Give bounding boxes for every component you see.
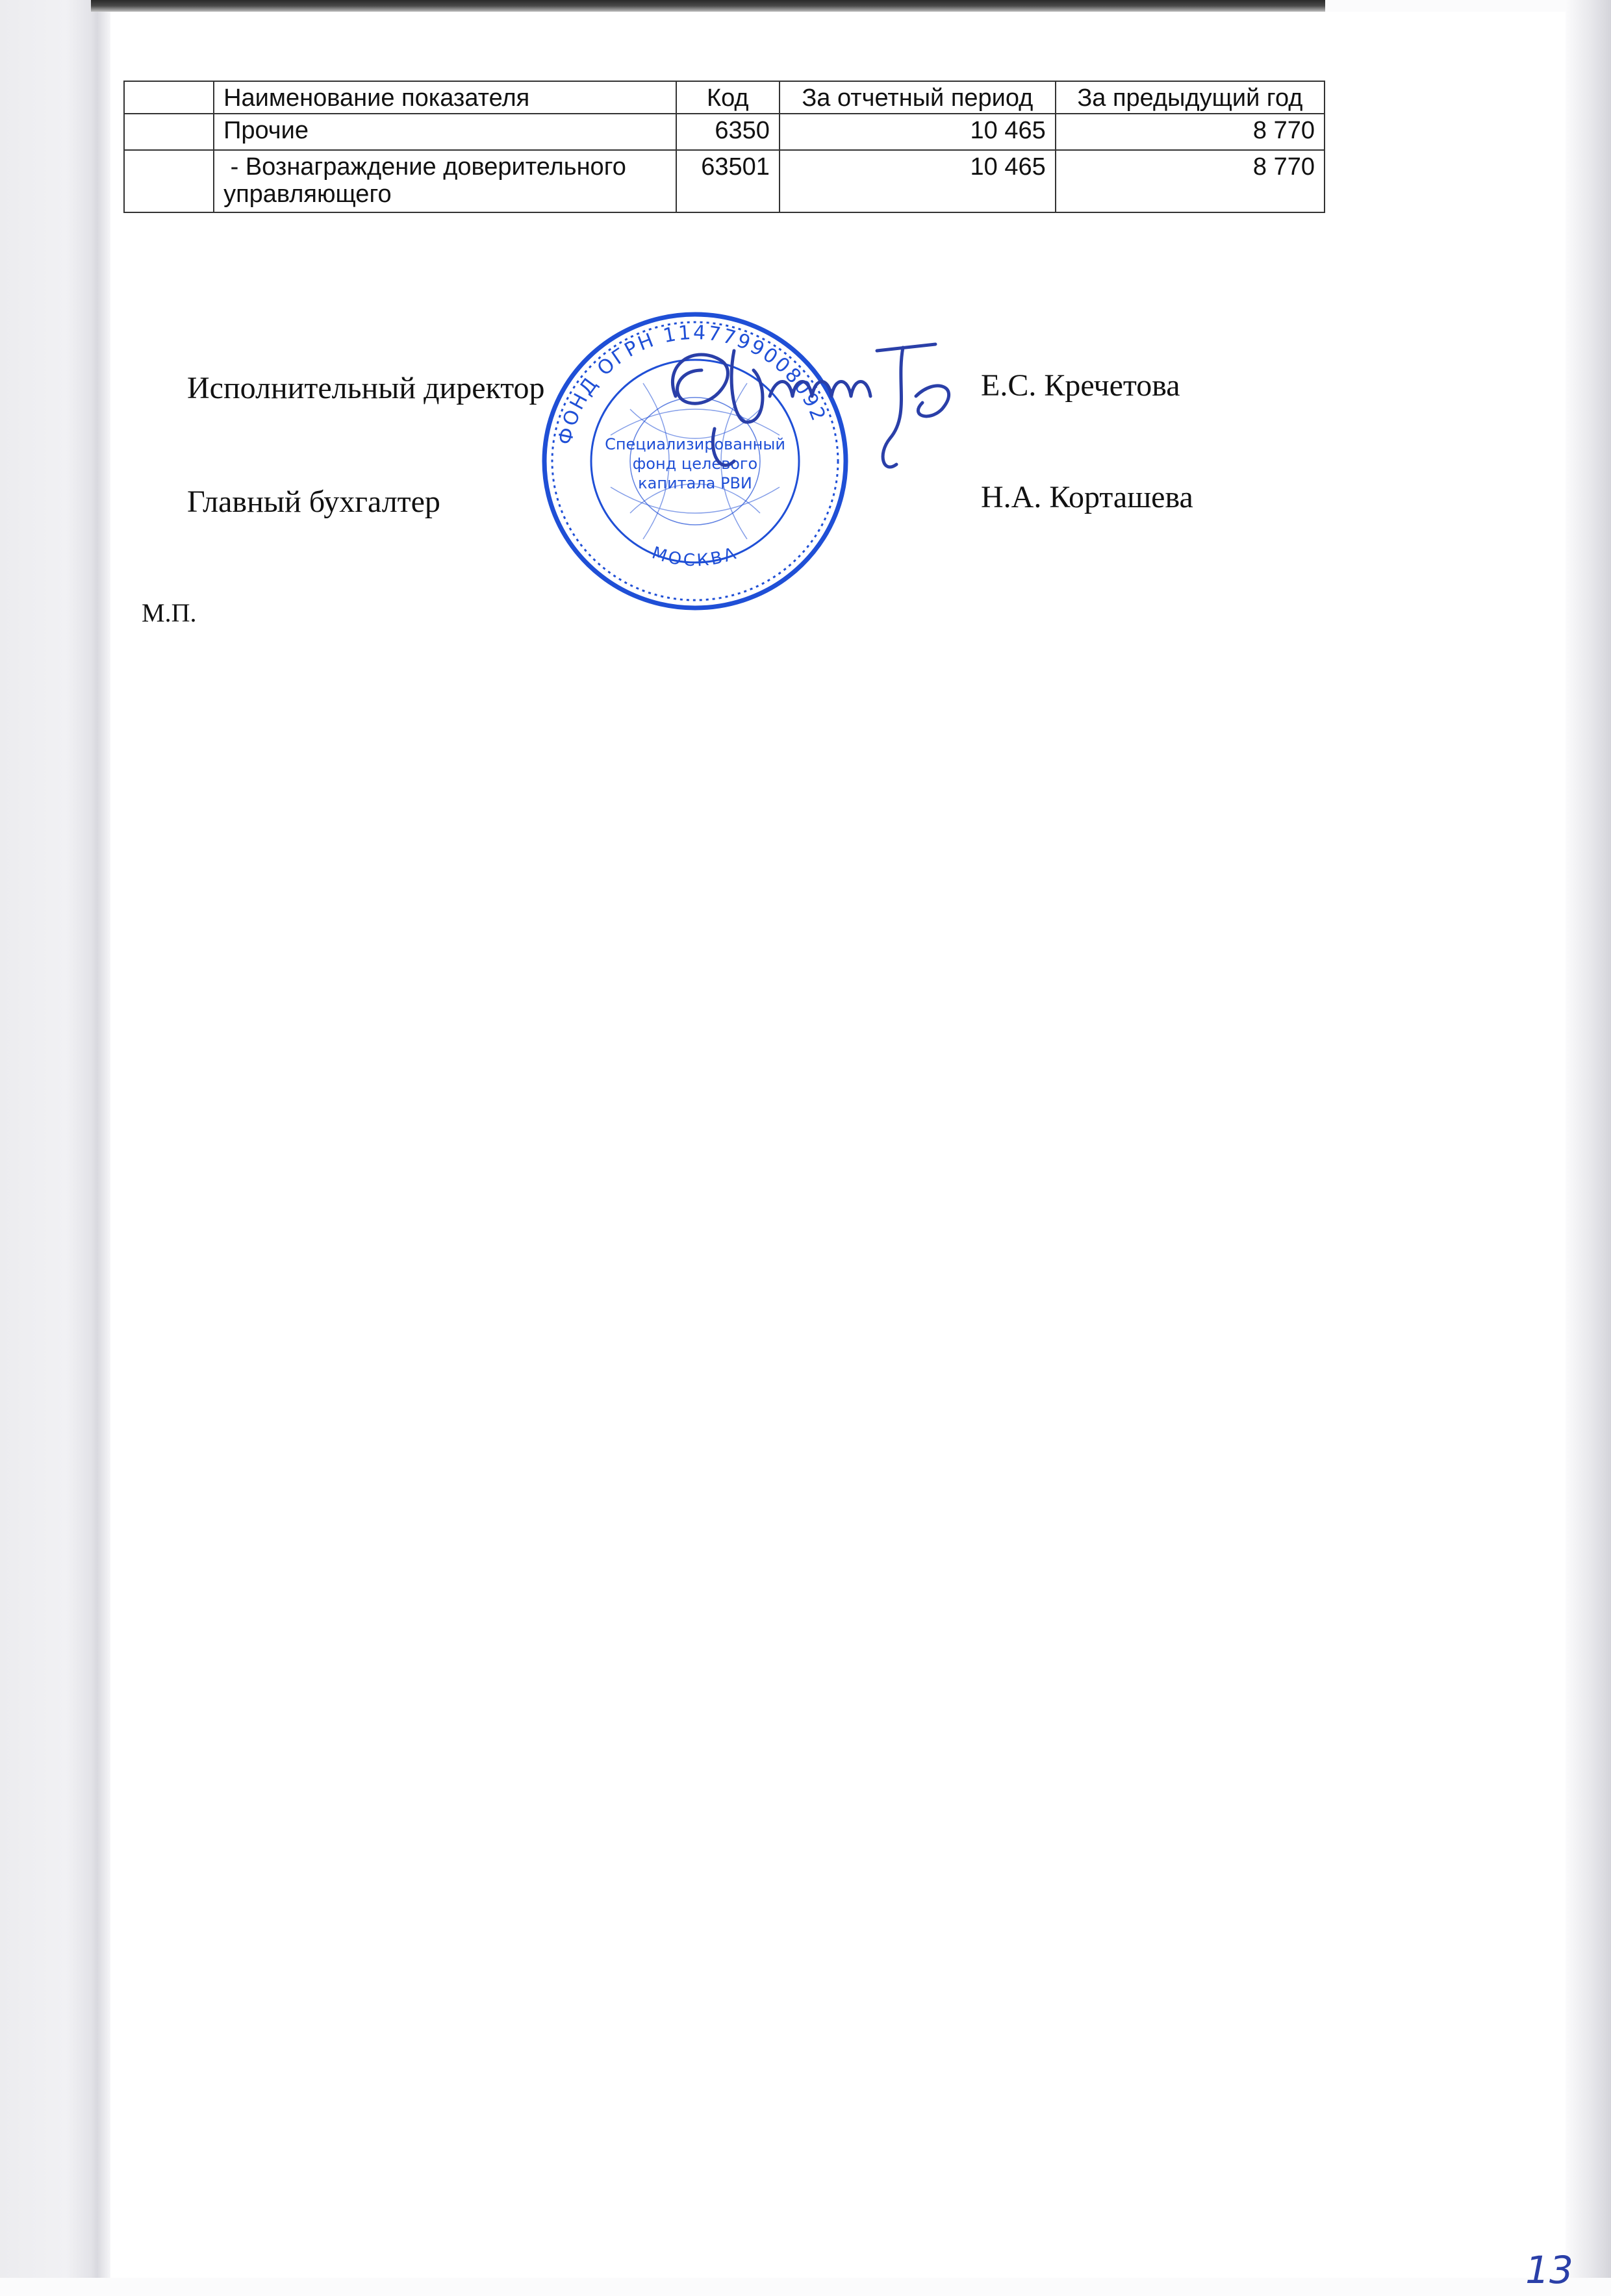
seal-place-label: М.П. [142, 598, 197, 627]
indicator-table [123, 81, 1325, 213]
row-current-value: 10 465 [780, 114, 1056, 150]
row-code: 6350 [676, 114, 780, 150]
table-header-blank-cell [124, 81, 214, 114]
table-header-current: За отчетный период [780, 81, 1056, 114]
table-row [124, 114, 1325, 150]
row-code: 63501 [676, 150, 780, 212]
table-blank-cell [124, 150, 214, 212]
stamp-center-line-3: капитала РВИ [638, 474, 752, 492]
row-previous-value: 8 770 [1056, 150, 1325, 212]
table-row [124, 150, 1325, 212]
stamp-center-line-1: Специализированный [605, 435, 785, 453]
svg-text:13: 13 [1525, 2248, 1573, 2292]
stamp-center-line-2: фонд целевого [632, 455, 758, 473]
row-name: - Вознаграждение доверительного управляющего [214, 150, 676, 212]
handwritten-signature [637, 325, 987, 494]
scan-top-edge [91, 0, 1325, 12]
scan-right-shadow [1566, 0, 1611, 2278]
row-previous-value: 8 770 [1056, 114, 1325, 150]
accountant-name: Н.А. Корташева [981, 480, 1193, 514]
handwritten-page-number [1510, 2244, 1588, 2296]
table-header-previous: За предыдущий год [1056, 81, 1325, 114]
table-header-name: Наименование показателя [214, 81, 676, 114]
accountant-title: Главный бухгалтер [187, 485, 440, 519]
director-title: Исполнительный директор [187, 371, 545, 405]
row-name: Прочие [214, 114, 676, 150]
row-current-value: 10 465 [780, 150, 1056, 212]
table-blank-cell [124, 114, 214, 150]
table-header-code: Код [676, 81, 780, 114]
table-header-row [124, 81, 1325, 114]
stamp-city-text: МОСКВА [649, 543, 741, 571]
scan-left-shadow [0, 0, 110, 2278]
director-name: Е.С. Кречетова [981, 368, 1180, 403]
stamp-outer-text: ФОНД ОГРН 1147799008092 [553, 321, 831, 447]
